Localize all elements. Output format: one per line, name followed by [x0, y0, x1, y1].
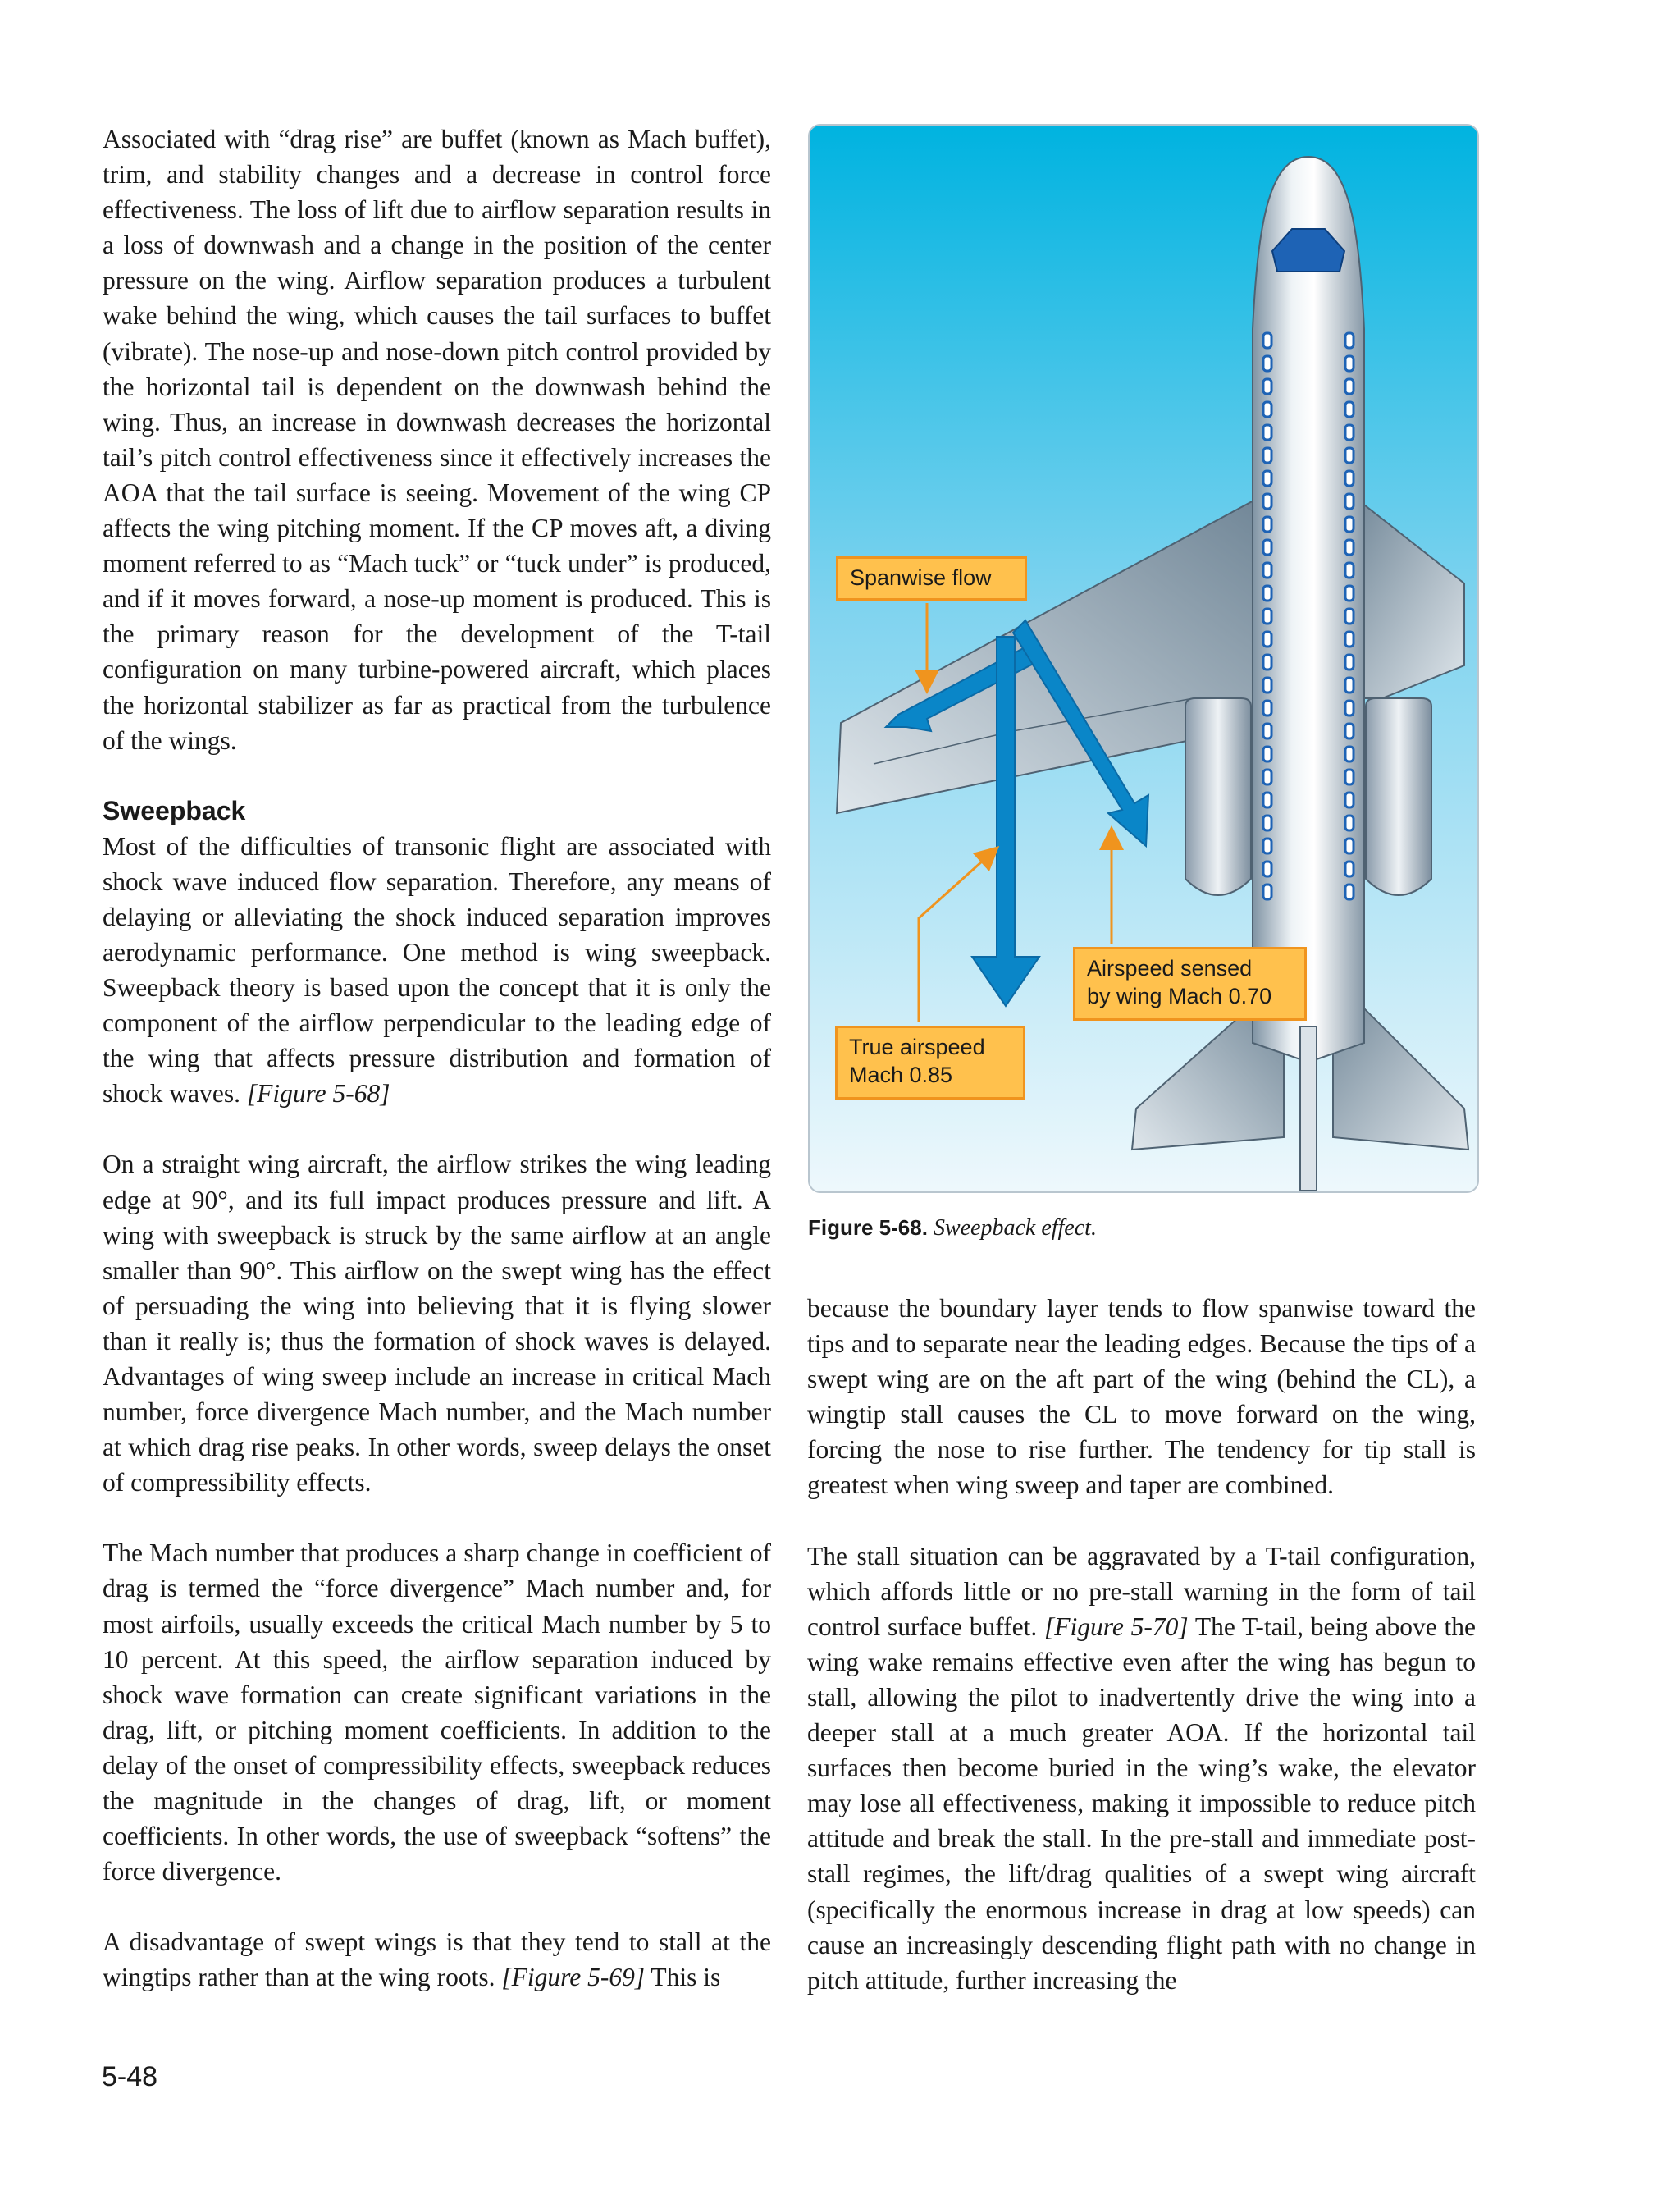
paragraph-mach-buffet: Associated with “drag rise” are buffet (known as Mach buffet), trim, and stability changes and a decrease in control force effectiveness. The loss of lift due to airflow separation results in a loss of downwash and a change in the position of the center pressure on the wing. Airflow separation produces a turbulent wake behind the wing, which causes the tail surfaces to buffet (vibrate). The nose-up and nose-down pitch control provided by the horizontal tail is dependent on the downwash behind the wing. Thus, an increase in downwash decreases the horizontal tail’s pitch control effectiveness since it effectively increases the AOA that the tail surface is seeing. Movement of the wing CP affects the wing pitching moment. If the CP moves aft, a diving moment referred to as “Mach tuck” or “tuck under” is produced, and if it moves forward, a nose-up moment is produced. This is the primary reason for the development of the T-tail configuration on many turbine-powered aircraft, which places the horizontal stabilizer as far as practical from the turbulence of the wings. [103, 125, 771, 755]
section-heading-sweepback: Sweepback [103, 795, 246, 825]
paragraph-straight-wing: On a straight wing aircraft, the airflow strikes the wing leading edge at 90°, and its full impact produces pressure and lift. A wing with sweepback is struck by the same airflow at an angle smaller than 90°. This airflow on the swept wing has the effect of persuading the wing into believing that it is flying slower than it really is; thus the formation of shock waves is delayed. Advantages of wing sweep include an increase in critical Mach number, force divergence Mach number, and the Mach number at which drag rise peaks. In other words, sweep delays the onset of compressibility effects. [103, 1150, 771, 1497]
callout-line: Mach 0.85 [849, 1063, 953, 1087]
figure-sweepback-effect [808, 124, 1479, 1193]
figure-caption-title: Sweepback effect. [933, 1215, 1097, 1241]
paragraph-t-tail-stall [807, 1538, 1476, 1998]
right-column [807, 1291, 1476, 1998]
paragraph-text: This is [651, 1963, 721, 1992]
figure-reference-5-68[interactable]: [Figure 5-68] [246, 1079, 390, 1109]
paragraph-sweepback-intro [103, 829, 771, 1112]
left-engine [1185, 698, 1251, 895]
figure-caption-label: Figure 5-68. [808, 1215, 928, 1240]
vertical-tail [1300, 1026, 1317, 1191]
paragraph-text: The T-tail, being above the wing wake remains effective even after the wing has begun to stall, allowing the pilot to inadvertently drive the wing into a deeper stall at a much greater AOA. If the horizontal tail surfaces then become buried in the wing’s wake, the elevator may lose all effectiveness, making it impossible to reduce pitch attitude and break the stall. In the pre-stall and immediate post-stall regimes, the lift/drag qualities of a swept wing aircraft (specifically the enormous increase in drag at low speeds) can cause an increasingly descending flight path with no change in pitch attitude, further increasing the [807, 1612, 1476, 1995]
right-engine [1366, 698, 1431, 895]
callout-line: True airspeed [849, 1035, 985, 1059]
figure-reference-5-69[interactable]: [Figure 5-69] [501, 1963, 646, 1992]
paragraph-force-divergence: The Mach number that produces a sharp change in coefficient of drag is termed the “force divergence” Mach number and, for most airfoils, usually exceeds the critical Mach number by 5 to 10 percent. At this speed, the airflow separation induced by shock wave formation can create significant variations in the drag, lift, or pitching moment coefficients. In addition to the delay of the onset of compressibility effects, sweepback reduces the magnitude in the changes of drag, lift, or moment coefficients. In other words, the use of sweepback “softens” the force divergence. [103, 1538, 771, 1886]
callout-line: by wing Mach 0.70 [1087, 984, 1272, 1008]
paragraph-text: Most of the difficulties of transonic flight are associated with shock wave induced flow separation. Therefore, any means of delaying or alleviating the shock induced separation improves aerodynamic performance. One method is wing sweepback. Sweepback theory is based upon the concept that it is only the component of the airflow perpendicular to the leading edge of the wing that affects pressure distribution and formation of shock waves. [103, 831, 771, 1109]
paragraph-text: The stall situation can be aggravated by a T-tail configuration, which affords little or no pre-stall warning in the form of tail control surface buffet. [807, 1541, 1476, 1641]
left-column [103, 121, 771, 1996]
figure-reference-5-70[interactable]: [Figure 5-70] [1044, 1612, 1189, 1641]
callout-line: Airspeed sensed [1087, 956, 1253, 981]
page-number: 5-48 [102, 2061, 158, 2092]
callout-true-airspeed [835, 1026, 1025, 1100]
figure-caption [808, 1213, 1097, 1243]
paragraph-swept-disadvantage [103, 1924, 771, 1995]
paragraph-tip-stall: because the boundary layer tends to flow spanwise toward the tips and to separate near the leading edges. Because the tips of a swept wing are on the aft part of the wing (behind the CL), a wingtip stall causes the CL to move forward on the wing, forcing the nose to rise further. The tendency for tip stall is greatest when wing sweep and taper are combined. [807, 1294, 1476, 1500]
callout-airspeed-sensed [1073, 947, 1307, 1021]
paragraph-text: A disadvantage of swept wings is that they tend to stall at the wingtips rather than at the wing roots. [103, 1927, 771, 1992]
callout-spanwise-flow: Spanwise flow [836, 556, 1027, 601]
